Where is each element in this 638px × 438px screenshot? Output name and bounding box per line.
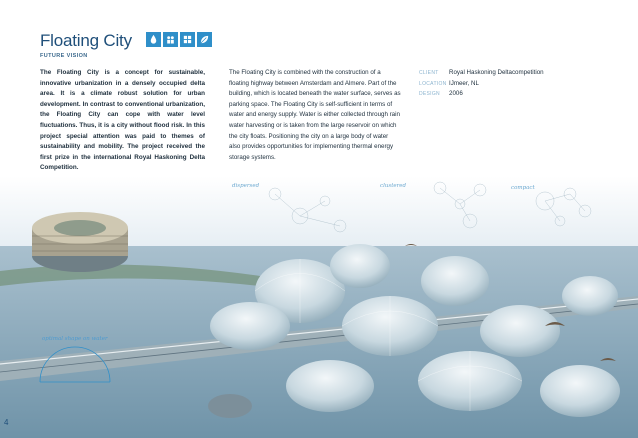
people-icon	[163, 32, 178, 47]
sketch-label-dispersed: dispersed	[232, 183, 260, 189]
page-number: 4	[4, 418, 9, 427]
water-drop-icon	[146, 32, 161, 47]
description-text: The Floating City is combined with the construction of a floating highway between Amsterdam and Almere. Part of the building, which is located beneath the water surface, serves as parking space. The Floating City is self-sufficient in terms of water and energy supply. Water is either collected through rain water harvesting or is taken from the large reservoir on which the city floats. Positioning the city on a large body of water also provides opportunities for implementing thermal energy storage systems.	[229, 69, 401, 161]
sketch-label-compact: compact	[511, 185, 535, 191]
page-subtitle: FUTURE VISION	[40, 53, 88, 59]
meta-key: LOCATION	[419, 80, 447, 87]
leaf-icon	[197, 32, 212, 47]
project-meta	[419, 68, 544, 100]
sketch-label-clustered: clustered	[380, 183, 407, 189]
sketch-label-optimal-shape: optimal shape on water	[42, 336, 108, 342]
floating-city-rendering	[0, 176, 638, 438]
intro-text: The Floating City is a concept for sustainable, innovative urbanization in a densely occupied delta area. It is a climate robust solution for urban development. In contrast to conventional urbanization, the Floating City can cope with water level fluctuations. Thus, it is a city without flood risk. In this project special attention was paid to themes of sustainability and mobility. The project received the first prize in the international Royal Haskoning Delta Competition.	[40, 69, 205, 172]
page-title: Floating City	[40, 31, 132, 50]
meta-value: Royal Haskoning Deltacompetition	[449, 69, 544, 76]
meta-row-location	[419, 79, 544, 90]
meta-key: DESIGN	[419, 91, 440, 98]
theme-icons	[146, 32, 212, 47]
meta-value: IJmeer, NL	[449, 79, 479, 87]
meta-row-client	[419, 68, 544, 79]
meta-row-design	[419, 89, 544, 100]
meta-key: CLIENT	[419, 70, 439, 76]
meta-value: 2006	[449, 90, 463, 98]
energy-icon	[180, 32, 195, 47]
